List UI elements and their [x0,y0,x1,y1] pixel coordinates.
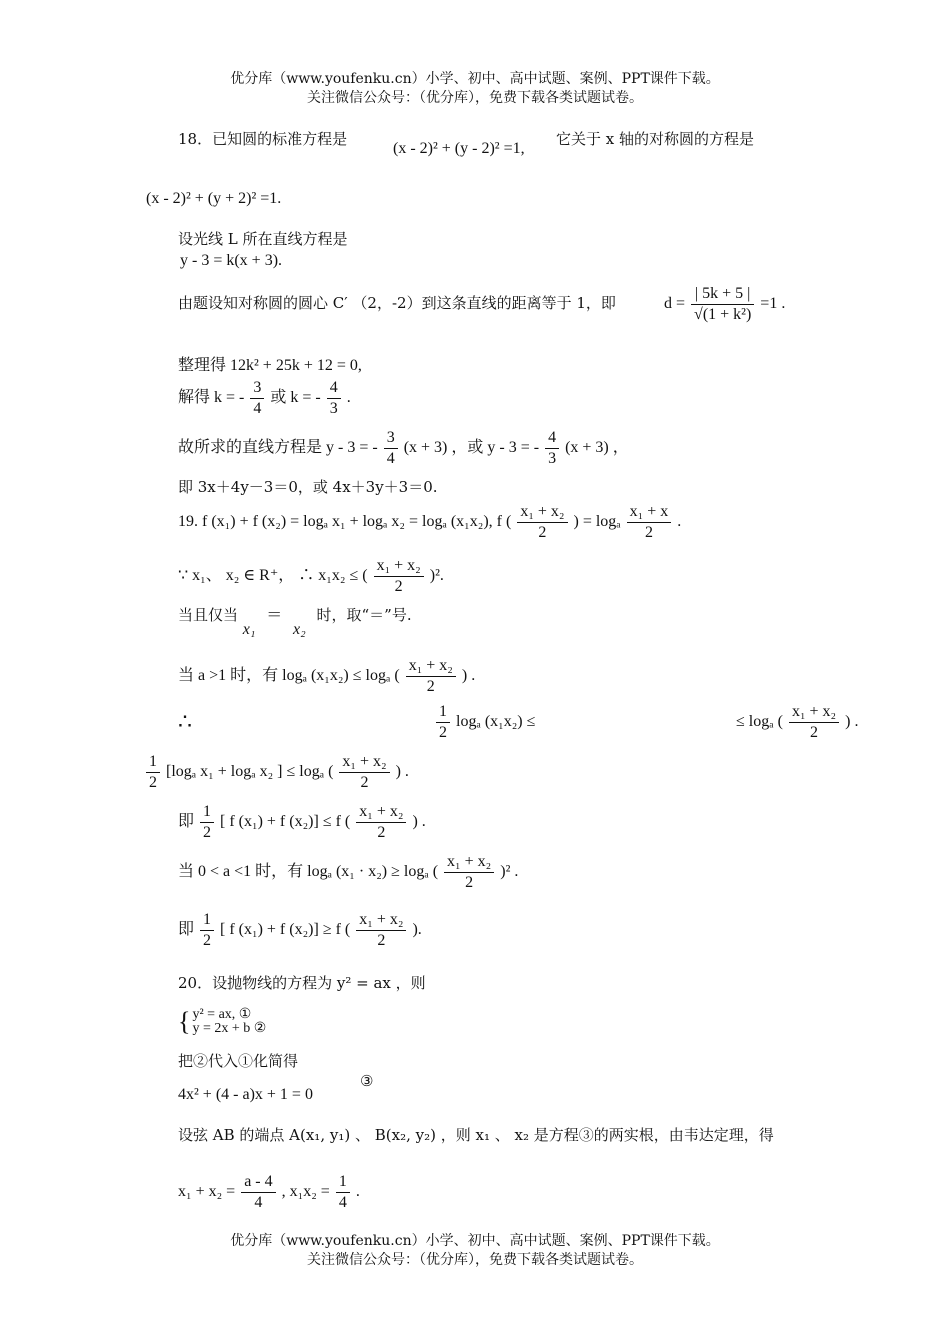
p20-mark3: ③ [360,1072,374,1090]
p19-ji1: 即 $\frac{1}{2}$ [ f (x₁) + f (x₂)] ≤ f ( $\frac{\text{x₁ + x₂}}{2}$ ) . [178,803,426,841]
p19-therefore: ∴ [178,710,192,735]
footer-line-2: 关注微信公众号：（优分库），免费下载各类试题试卷。 [307,1252,643,1268]
p19-line1: 19. f (x₁) + f (x₂) = logₐ x₁ + logₐ x₂ = logₐ (x₁x₂), f ( $\frac{\text{x₁ + x₂}}{2}$ ) = logₐ $\frac{\text{x₁ + x}}{2}$ . [178,503,682,541]
p18-circle-eq: (x - 2)² + (y - 2)² =1, [393,140,525,157]
p19-le-log: ≤ logₐ ( $\frac{\text{x₁ + x₂}}{2}$ ) . [736,703,859,741]
p20-eq3: 4x² + (4 - a)x + 1 = 0 [178,1086,313,1103]
p20-chord: 设弦 AB 的端点 A(x₁, y₁) 、 B(x₂, y₂) ，则 x₁ 、 x₂ 是方程③的两实根，由韦达定理，得 [178,1126,774,1144]
header-line-1: 优分库（www.youfenku.cn）小学、初中、高中试题、案例、PPT课件下载。 [230,71,720,87]
p18-distance-formula: d = $\frac{| 5k + 5 |}{\text{√(1 + k²)}}$ =1 . [664,285,786,323]
p20-system: { y² = ax, ① y = 2x + b ② [178,1007,267,1036]
p19-because: ∵ x₁、 x₂ ∈ R⁺， ∴ x₁x₂ ≤ ( $\frac{\text{x₁ + x₂}}{2}$ )². [178,557,444,595]
p19-a-greater: 当 a >1 时，有 logₐ (x₁x₂) ≤ logₐ ( $\frac{\text{x₁ + x₂}}{2}$ ) . [178,657,476,695]
footer-line-1: 优分库（www.youfenku.cn）小学、初中、高中试题、案例、PPT课件下载。 [230,1233,720,1249]
p18-distance-text: 由题设知对称圆的圆心 C′ （2，-2）到这条直线的距离等于 1，即 [178,294,616,312]
p20-vieta: x₁ + x₂ = $\frac{a - 4}{4}$ , x₁x₂ = $\frac{1}{4}$ . [178,1173,360,1211]
header-line-2: 关注微信公众号：（优分库），免费下载各类试题试卷。 [307,90,643,106]
p19-ji2: 即 $\frac{1}{2}$ [ f (x₁) + f (x₂)] ≥ f ( $\frac{\text{x₁ + x₂}}{2}$ ). [178,911,422,949]
p18-tidy: 整理得 12k² + 25k + 12 = 0, [178,357,362,374]
p18-final: 即 3x＋4y－3＝0，或 4x＋3y＋3＝0. [178,478,438,496]
p18-result: 故所求的直线方程是 y - 3 = - $\frac{3}{4}$ (x + 3) ，或 y - 3 = - $\frac{4}{3}$ (x + 3) ， [178,429,629,467]
p19-a-less: 当 0 < a <1 时，有 logₐ (x₁ · x₂) ≥ logₐ ( $\frac{\text{x₁ + x₂}}{2}$ )² . [178,853,519,891]
p19-half-log: $\frac{1}{2}$ logₐ (x₁x₂) ≤ [434,702,535,743]
p18-set-line: 设光线 L 所在直线方程是 [178,230,348,248]
p20-substitute: 把②代入①化简得 [178,1052,299,1070]
p18-symmetric-eq: (x - 2)² + (y + 2)² =1. [146,190,282,207]
p19-bracket: $\frac{1}{2}$ [logₐ x₁ + logₐ x₂ ] ≤ logₐ ( $\frac{\text{x₁ + x₂}}{2}$ ) . [144,752,409,793]
distance-fraction: $\frac{| 5k + 5 |}{\text{√(1 + k²)}}$ [691,284,754,325]
p18-intro-tail: 它关于 x 轴的对称圆的方程是 [556,130,754,148]
p20-intro: 20．设抛物线的方程为 y² = ax ，则 [178,974,426,992]
p18-intro: 18．已知圆的标准方程是 [178,130,348,148]
p18-solve: 解得 k = - $\frac{3}{4}$ 或 k = - $\frac{4}{3}$ . [178,379,351,417]
p18-line-eq: y - 3 = k(x + 3). [180,252,283,269]
p19-iff: 当且仅当 x₁ ＝ x₂ 时，取“＝”号. [178,606,412,638]
